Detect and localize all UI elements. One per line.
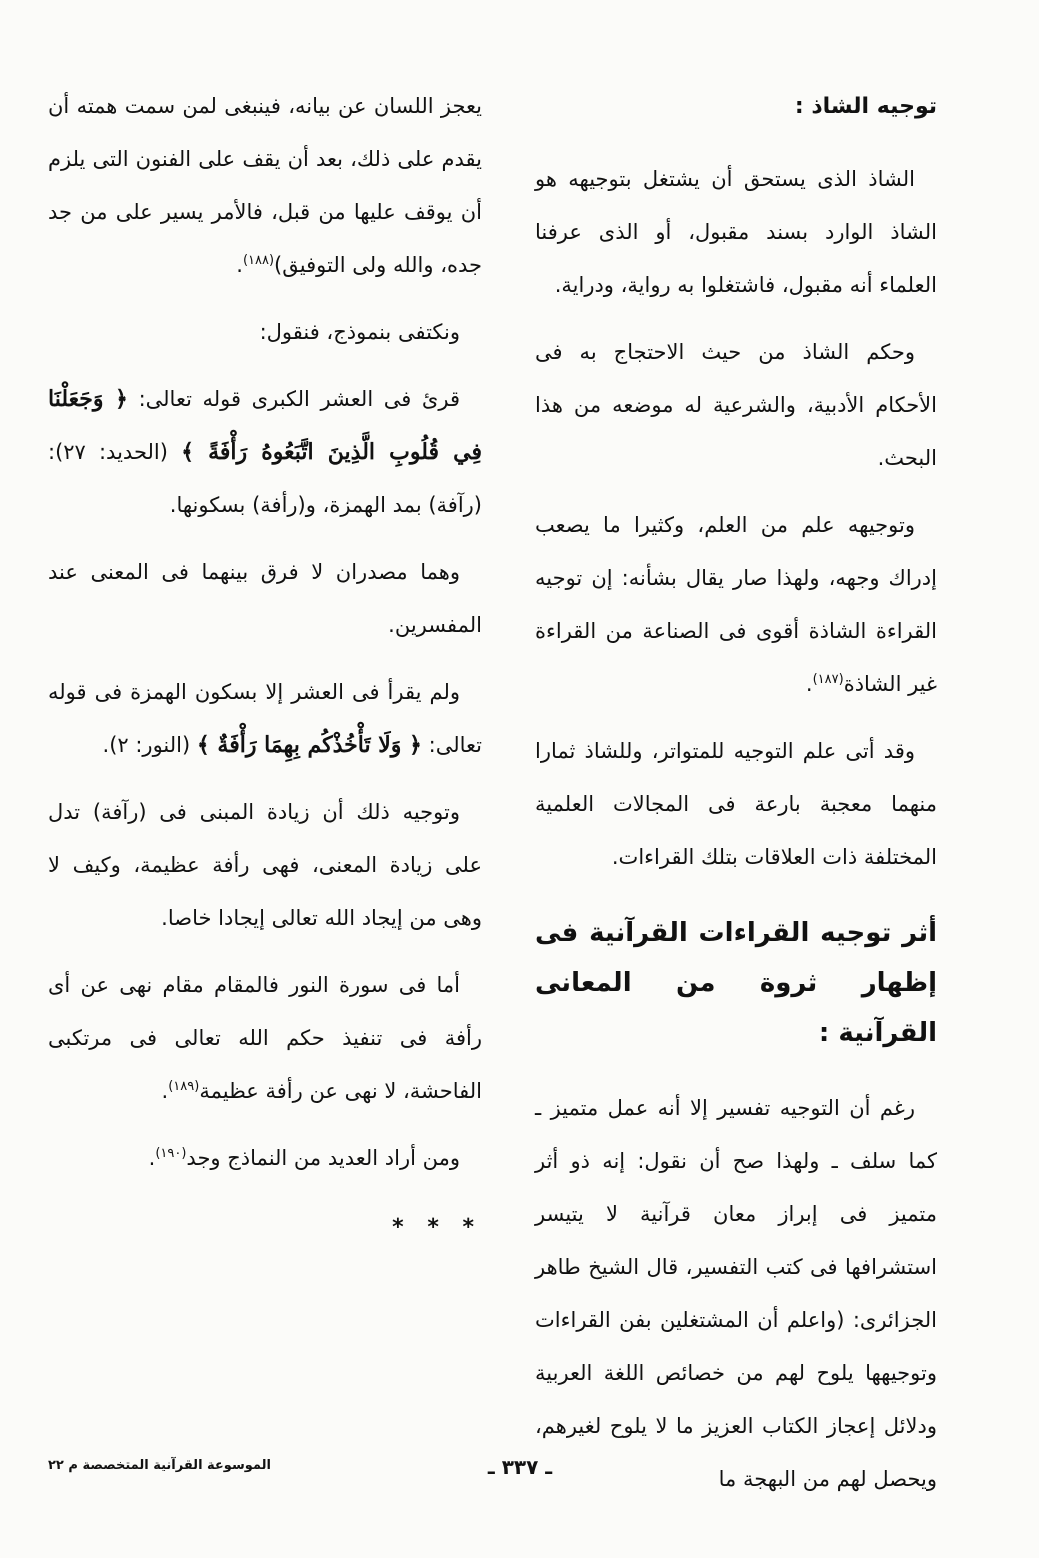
footnote-ref: (١٩٠) bbox=[155, 1146, 187, 1161]
paragraph-text: ومن أراد العديد من النماذج وجد bbox=[186, 1146, 460, 1170]
paragraph bbox=[48, 80, 482, 292]
paragraph bbox=[48, 1132, 482, 1185]
book-title: الموسوعة القرآنية المتخصصة م ٢٢ bbox=[48, 1458, 271, 1473]
section-heading-impact: أثر توجيه القراءات القرآنية فى إظهار ثروة من المعانى القرآنية : bbox=[535, 918, 937, 1048]
paragraph bbox=[48, 959, 482, 1118]
paragraph: وهما مصدران لا فرق بينهما فى المعنى عند المفسرين. bbox=[48, 560, 482, 637]
paragraph-end: . bbox=[148, 1146, 156, 1170]
footnote-ref: (١٨٧) bbox=[812, 672, 844, 687]
paragraph-text: وتوجيهه علم من العلم، وكثيرا ما يصعب إدراك وجهه، ولهذا صار يقال بشأنه: إن توجيه القراءة الشاذة أقوى فى الصناعة من القراءة غير الشاذة bbox=[535, 513, 937, 696]
paragraph-end: . bbox=[805, 672, 813, 696]
paragraph-end: (النور: ٢). bbox=[102, 733, 191, 757]
paragraph: ونكتفى بنموذج، فنقول: bbox=[259, 320, 460, 344]
paragraph: وقد أتى علم التوجيه للمتواتر، وللشاذ ثمارا منهما معجبة بارعة فى المجالات العلمية المختلفة ذات العلاقات بتلك القراءات. bbox=[535, 739, 937, 869]
paragraph-text: يعجز اللسان عن بيانه، فينبغى لمن سمت همته أن يقدم على ذلك، بعد أن يقف على الفنون التى يلزم أن يوقف عليها من قبل، فالأمر يسير على من جد جده، والله ولى التوفيق) bbox=[48, 94, 482, 277]
paragraph-end: . bbox=[236, 253, 243, 277]
paragraph bbox=[48, 373, 482, 532]
quran-verse: ﴿ وَجَعَلْنَا فِي قُلُوبِ الَّذِينَ اتَّبَعُوهُ رَأْفَةً ﴾ bbox=[48, 386, 483, 465]
paragraph bbox=[48, 666, 482, 772]
footnote-ref: (١٨٨) bbox=[242, 253, 275, 268]
section-heading-shadh: توجيه الشاذ : bbox=[794, 94, 937, 119]
left-column bbox=[48, 80, 482, 1254]
paragraph: رغم أن التوجيه تفسير إلا أنه عمل متميز ـ كما سلف ـ ولهذا صح أن نقول: إنه ذو أثر متميز فى إبراز معان قرآنية لا يتيسر استشرافها فى كتب التفسير، قال الشيخ طاهر الجزائرى: (واعلم أن المشتغلين بفن القراءات وتوجيهها يلوح لهم من خصائص اللغة العربية ودلائل إعجاز الكتاب العزيز ما لا يلوح لغيرهم، ويحصل لهم من البهجة ما bbox=[535, 1096, 937, 1491]
quran-verse: ﴿ وَلَا تَأْخُذْكُم بِهِمَا رَأْفَةٌ ﴾ bbox=[196, 732, 422, 758]
paragraph: الشاذ الذى يستحق أن يشتغل بتوجيهه هو الشاذ الوارد بسند مقبول، أو الذى عرفنا العلماء أنه مقبول، فاشتغلوا به رواية، ودراية. bbox=[535, 167, 937, 297]
paragraph bbox=[535, 499, 937, 711]
paragraph-end: . bbox=[161, 1079, 169, 1103]
page-number: ـ ٣٣٧ ـ bbox=[487, 1455, 553, 1479]
section-separator: * * * bbox=[392, 1215, 482, 1240]
paragraph-end: (الحديد: ٢٧): (رآفة) بمد الهمزة، و(رأفة) بسكونها. bbox=[48, 440, 482, 517]
paragraph-text: قرئ فى العشر الكبرى قوله تعالى: bbox=[138, 387, 460, 411]
paragraph-text: ولم يقرأ فى العشر إلا بسكون الهمزة فى قوله تعالى: bbox=[48, 680, 482, 757]
paragraph-text: أما فى سورة النور فالمقام مقام نهى عن أى رأفة فى تنفيذ حكم الله تعالى فى مرتكبى الفاحشة، لا نهى عن رأفة عظيمة bbox=[48, 973, 482, 1103]
paragraph: وتوجيه ذلك أن زيادة المبنى فى (رآفة) تدل على زيادة المعنى، فهى رأفة عظيمة، وكيف لا وهى من إيجاد الله تعالى إيجادا خاصا. bbox=[48, 800, 482, 930]
footnote-ref: (١٨٩) bbox=[168, 1079, 200, 1094]
right-column bbox=[535, 80, 937, 1520]
paragraph: وحكم الشاذ من حيث الاحتجاج به فى الأحكام الأدبية، والشرعية له موضعه من هذا البحث. bbox=[535, 340, 937, 470]
